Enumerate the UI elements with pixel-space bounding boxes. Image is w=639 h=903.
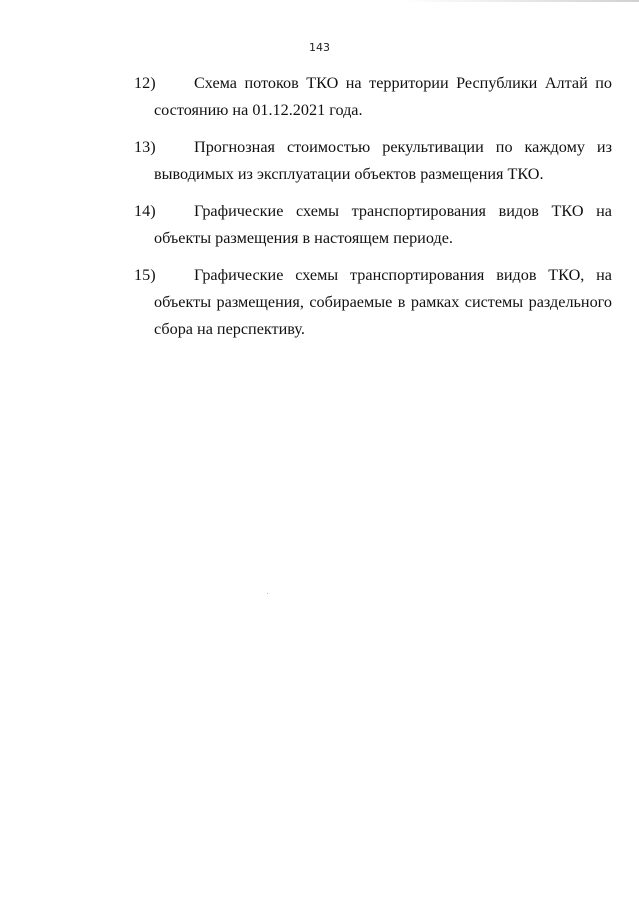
list-item-number: 13) <box>134 138 156 156</box>
list-item-number: 14) <box>134 202 156 220</box>
list-item-number: 12) <box>134 74 156 92</box>
list-item-text: Прогнозная стоимостью рекультивации по каждому из выводимых из эксплуатации объектов размещения ТКО. <box>154 138 612 183</box>
list-item-text: Графические схемы транспортирования видов ТКО на объекты размещения в настоящем периоде. <box>154 202 612 247</box>
numbered-list <box>134 70 612 343</box>
list-item <box>134 198 612 252</box>
page-number: 143 <box>309 41 330 54</box>
scan-edge-shadow <box>400 0 639 2</box>
scan-speck <box>267 593 268 594</box>
list-item-number: 15) <box>134 266 156 284</box>
list-item <box>134 262 612 343</box>
list-item <box>134 70 612 124</box>
list-item-text: Схема потоков ТКО на территории Республики Алтай по состоянию на 01.12.2021 года. <box>154 74 612 119</box>
list-item-text: Графические схемы транспортирования видов ТКО, на объекты размещения, собираемые в рамках системы раздельного сбора на перспективу. <box>154 266 612 338</box>
list-item <box>134 134 612 188</box>
